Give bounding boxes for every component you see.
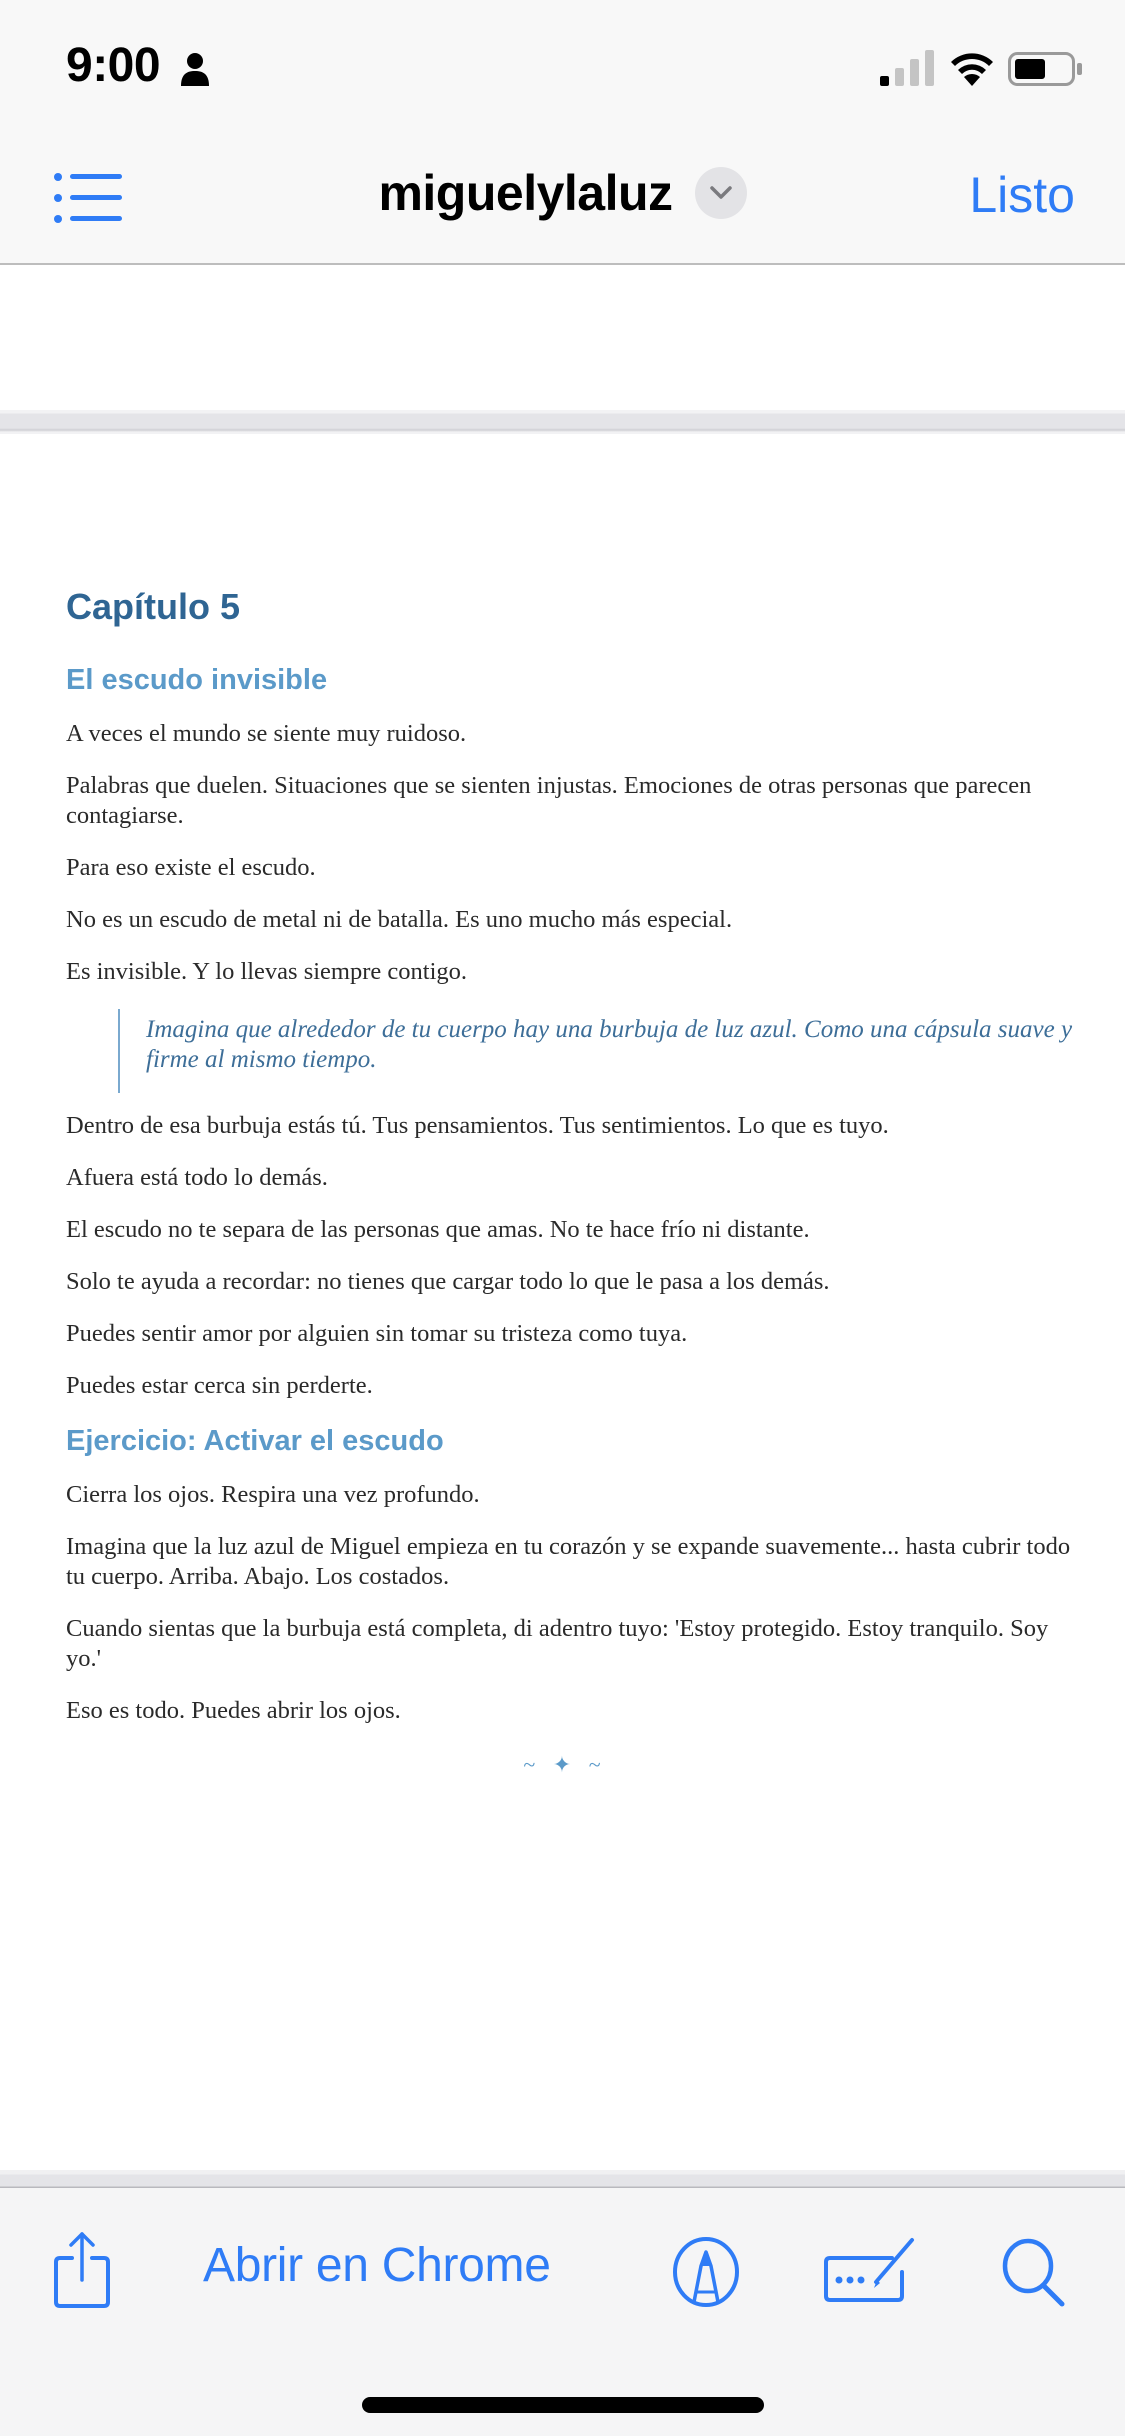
wifi-icon (948, 48, 996, 86)
person-icon (180, 52, 210, 86)
document-title: miguelylaluz (378, 165, 673, 221)
document-title-group (0, 164, 1125, 222)
battery-icon (1008, 52, 1084, 86)
paragraph: El escudo no te separa de las personas que amas. No te hace frío ni distante. (66, 1216, 810, 1243)
toolbar-separator (0, 2170, 1125, 2188)
paragraph: No es un escudo de metal ni de batalla. Es uno mucho más especial. (66, 906, 733, 933)
form-fill-icon[interactable] (822, 2236, 922, 2304)
home-indicator[interactable] (362, 2397, 764, 2413)
paragraph: A veces el mundo se siente muy ruidoso. (66, 720, 467, 747)
paragraph: Para eso existe el escudo. (66, 854, 316, 881)
page-separator (0, 410, 1125, 434)
paragraph: Cuando sientas que la burbuja está completa, di adentro tuyo: 'Estoy protegido. Estoy tranquilo. Soy yo.' (66, 1615, 1049, 1672)
open-in-chrome-button[interactable]: Abrir en Chrome (203, 2239, 551, 2292)
paragraph: Eso es todo. Puedes abrir los ojos. (66, 1697, 401, 1724)
paragraph: Afuera está todo lo demás. (66, 1164, 328, 1191)
paragraph: Imagina que la luz azul de Miguel empieza en tu corazón y se expande suavemente... hasta cubrir todo tu cuerpo. Arriba. Abajo. Los costados. (66, 1533, 1071, 1590)
chevron-down-icon (709, 185, 733, 201)
paragraph: Dentro de esa burbuja estás tú. Tus pensamientos. Tus sentimientos. Lo que es tuyo. (66, 1112, 889, 1139)
nav-bar (0, 130, 1125, 265)
quote-text: Imagina que alrededor de tu cuerpo hay una burbuja de luz azul. Como una cápsula suave y firme al mismo tiempo. (146, 1016, 1073, 1073)
ornament-divider: ~ ✦ ~ (523, 1752, 607, 1777)
paragraph: Puedes sentir amor por alguien sin tomar su tristeza como tuya. (66, 1320, 688, 1347)
share-icon[interactable] (52, 2230, 112, 2310)
title-menu-button[interactable] (695, 167, 747, 219)
document-page (0, 434, 1125, 2170)
signal-icon (880, 50, 936, 86)
section-title: Ejercicio: Activar el escudo (66, 1425, 444, 1457)
blockquote (118, 1009, 1076, 1093)
paragraph: Palabras que duelen. Situaciones que se sienten injustas. Emociones de otras personas que parecen contagiarse. (66, 772, 1032, 829)
previous-page-bottom (0, 267, 1125, 410)
done-button[interactable]: Listo (969, 167, 1075, 223)
markup-icon[interactable] (672, 2236, 740, 2308)
paragraph: Es invisible. Y lo llevas siempre contigo. (66, 958, 468, 985)
status-time: 9:00 (66, 39, 161, 92)
document-content (66, 586, 1076, 1778)
paragraph: Cierra los ojos. Respira una vez profundo. (66, 1481, 480, 1508)
chapter-title: Capítulo 5 (66, 586, 241, 627)
paragraph: Puedes estar cerca sin perderte. (66, 1372, 373, 1399)
section-title: El escudo invisible (66, 664, 328, 696)
status-bar (0, 0, 1125, 130)
paragraph: Solo te ayuda a recordar: no tienes que cargar todo lo que le pasa a los demás. (66, 1268, 830, 1295)
search-icon[interactable] (1000, 2236, 1072, 2308)
